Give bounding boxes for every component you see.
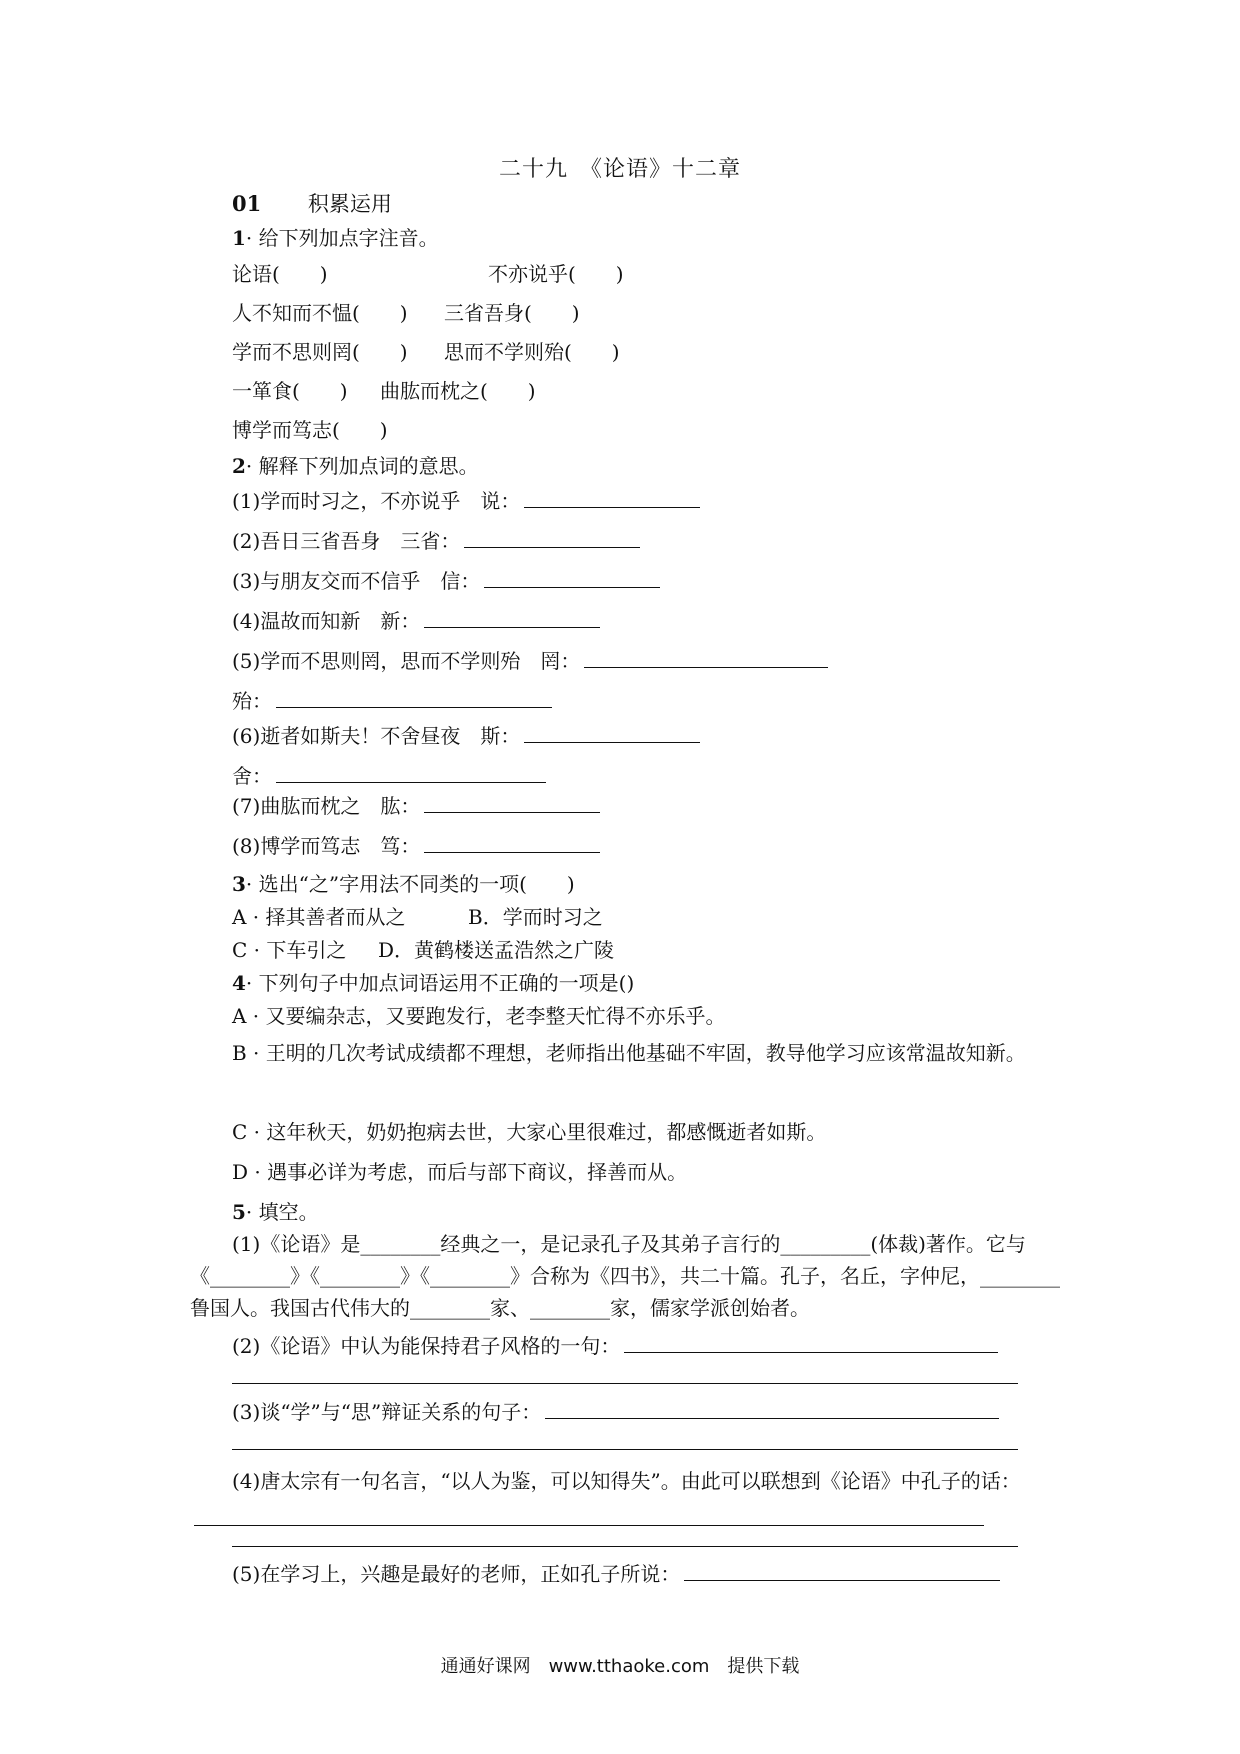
answer-blank[interactable] — [584, 649, 828, 668]
q5-part-5-text: (5)在学习上，兴趣是最好的老师，正如孔子所说： — [232, 1562, 681, 1586]
q3-option-a: A · 择其善者而从之 — [232, 905, 406, 929]
q2-item — [232, 645, 828, 674]
q4-stem — [232, 967, 634, 996]
q1-item: 一箪食( ) — [232, 379, 348, 403]
q4-stem-text: · 下列句子中加点词语运用不正确的一项是() — [245, 971, 635, 995]
q1-item: 曲肱而枕之( ) — [380, 379, 536, 403]
q2-item-label: 舍： — [232, 764, 272, 788]
q2-stem-text: · 解释下列加点词的意思。 — [245, 454, 479, 478]
q1-item: 论语( ) — [232, 262, 328, 286]
q2-item — [232, 525, 640, 554]
q5-stem — [232, 1196, 319, 1225]
answer-blank[interactable] — [424, 794, 600, 813]
q1-item: 思而不学则殆( ) — [444, 340, 620, 364]
answer-line[interactable] — [232, 1449, 1018, 1450]
q2-stem — [232, 450, 479, 479]
q2-item-label: (3)与朋友交而不信乎 信： — [232, 569, 481, 593]
q2-item-label: (5)学而不思则罔，思而不学则殆 罔： — [232, 649, 581, 673]
answer-blank[interactable] — [276, 764, 546, 783]
q2-item-label: (6)逝者如斯夫！不舍昼夜 斯： — [232, 724, 521, 748]
q4-option-a: A · 又要编杂志，又要跑发行，老李整天忙得不亦乐乎。 — [232, 1004, 726, 1028]
answer-line[interactable] — [232, 1546, 1018, 1547]
q3-option-b: B．学而时习之 — [468, 905, 603, 929]
q2-item — [232, 605, 600, 634]
section-heading — [232, 188, 392, 218]
q5-part-3-text: (3)谈“学”与“思”辩证关系的句子： — [232, 1400, 542, 1424]
q2-item — [232, 685, 552, 714]
page-title: 二十九 《论语》十二章 — [498, 157, 741, 182]
q1-stem — [232, 222, 439, 251]
answer-line[interactable] — [232, 1383, 1018, 1384]
q1-item: 博学而笃志( ) — [232, 418, 388, 442]
q5-part-2 — [232, 1330, 998, 1359]
q2-item-label: (1)学而时习之，不亦说乎 说： — [232, 489, 521, 513]
q5-part-3 — [232, 1396, 999, 1425]
q4-number: 4 — [232, 971, 246, 995]
q2-item-label: (2)吾日三省吾身 三省： — [232, 529, 461, 553]
q5-part-4-text: (4)唐太宗有一句名言，“以人为鉴，可以知得失”。由此可以联想到《论语》中孔子的话： — [232, 1469, 1021, 1493]
q5-part-4 — [190, 1462, 1060, 1538]
q1-item: 人不知而不愠( ) — [232, 301, 408, 325]
q3-option-c: C · 下车引之 — [232, 938, 347, 962]
q1-stem-text: · 给下列加点字注音。 — [245, 226, 439, 250]
q2-item-label: (8)博学而笃志 笃： — [232, 834, 421, 858]
q2-item — [232, 790, 600, 819]
answer-blank[interactable] — [545, 1400, 999, 1419]
answer-blank[interactable] — [524, 489, 700, 508]
q1-item: 三省吾身( ) — [444, 301, 580, 325]
q2-item — [232, 565, 660, 594]
q2-item-label: 殆： — [232, 689, 272, 713]
q1-item: 学而不思则罔( ) — [232, 340, 408, 364]
answer-blank[interactable] — [524, 724, 700, 743]
q1-number: 1 — [232, 226, 246, 250]
answer-blank[interactable] — [276, 689, 552, 708]
q5-stem-text: · 填空。 — [245, 1200, 319, 1224]
q1-item: 不亦说乎( ) — [488, 262, 624, 286]
footer-credit: 通通好课网 www.tthaoke.com 提供下载 — [440, 1656, 800, 1677]
section-label: 积累运用 — [307, 192, 392, 216]
answer-blank[interactable] — [194, 1507, 984, 1526]
section-number: 01 — [232, 191, 262, 216]
q2-item-label: (7)曲肱而枕之 肱： — [232, 794, 421, 818]
q3-stem-text: · 选出“之”字用法不同类的一项( ) — [245, 872, 575, 896]
q3-number: 3 — [232, 872, 246, 896]
q5-part-2-text: (2)《论语》中认为能保持君子风格的一句： — [232, 1334, 621, 1358]
q2-item — [232, 830, 600, 859]
q4-option-d: D · 遇事必详为考虑，而后与部下商议，择善而从。 — [232, 1160, 688, 1184]
q5-part-5 — [232, 1558, 1000, 1587]
q2-number: 2 — [232, 454, 246, 478]
q4-option-b: B · 王明的几次考试成绩都不理想，老师指出他基础不牢固，教导他学习应该常温故知新。 — [232, 1041, 1026, 1065]
answer-blank[interactable] — [424, 834, 600, 853]
q4-option-c: C · 这年秋天，奶奶抱病去世，大家心里很难过，都感慨逝者如斯。 — [232, 1120, 827, 1144]
q2-item-label: (4)温故而知新 新： — [232, 609, 421, 633]
answer-blank[interactable] — [464, 529, 640, 548]
q3-stem — [232, 868, 575, 897]
q2-item — [232, 485, 700, 514]
answer-blank[interactable] — [684, 1562, 1000, 1581]
q5-number: 5 — [232, 1200, 246, 1224]
q2-item — [232, 760, 546, 789]
answer-blank[interactable] — [624, 1334, 998, 1353]
answer-blank[interactable] — [484, 569, 660, 588]
q2-item — [232, 720, 700, 749]
q5-part-1: (1)《论语》是________经典之一，是记录孔子及其弟子言行的_________(体裁)著作。它与《________》《________》《________》合称为《四书》，共二十篇。孔子，名丘，字仲尼，________鲁国人。我国古代伟大的________家、________家，儒家学派创始者。 — [190, 1232, 1060, 1320]
answer-blank[interactable] — [424, 609, 600, 628]
q3-option-d: D．黄鹤楼送孟浩然之广陵 — [378, 938, 615, 962]
